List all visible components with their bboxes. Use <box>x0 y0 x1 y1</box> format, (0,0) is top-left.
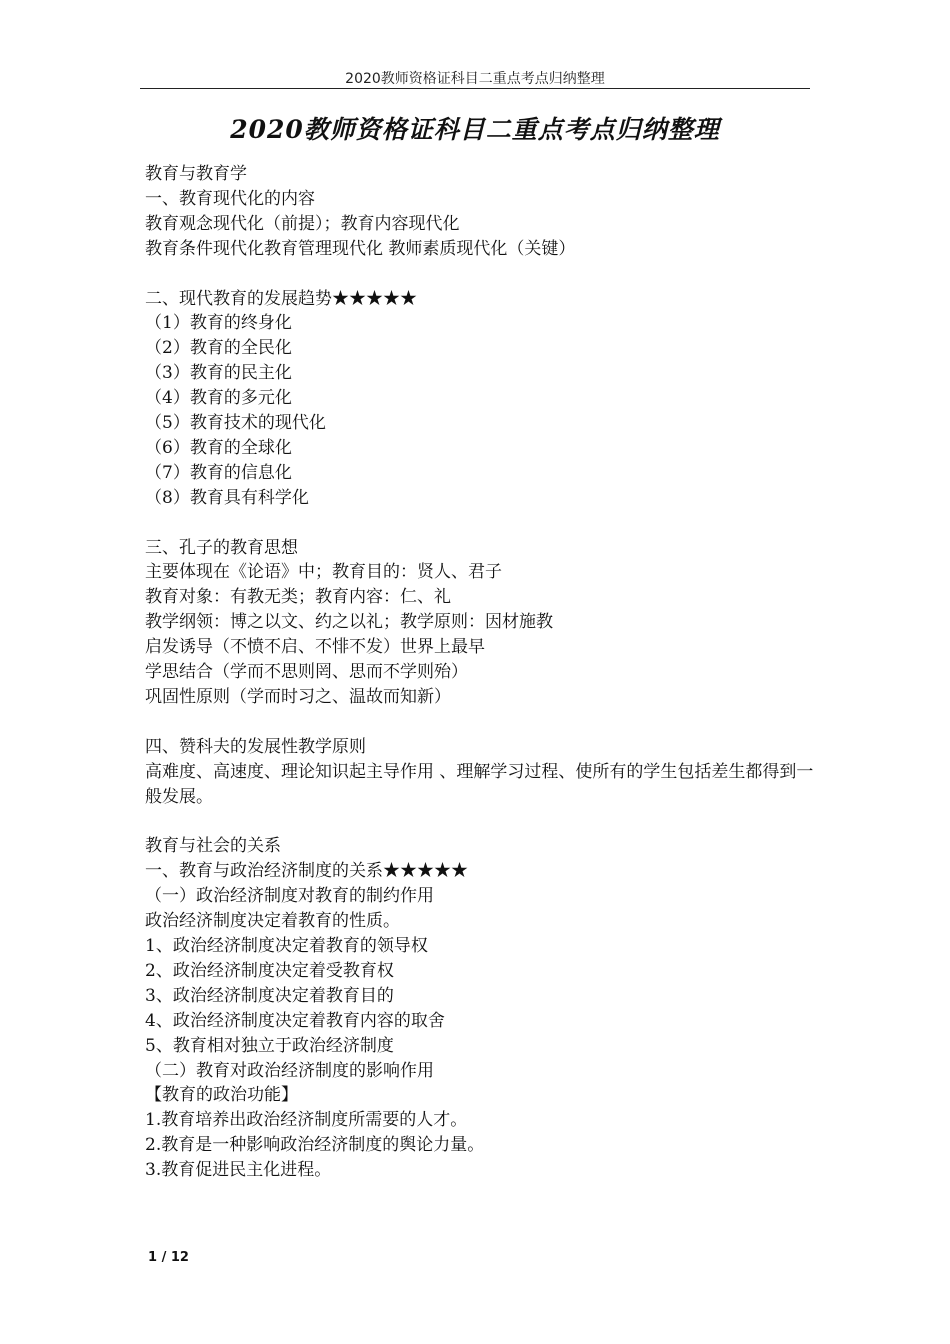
text-line: 教育观念现代化（前提）；教育内容现代化 <box>145 213 460 234</box>
blank-line <box>145 511 815 536</box>
list-item: 1、政治经济制度决定着教育的领导权 <box>145 936 428 957</box>
blank-line <box>145 262 815 287</box>
subsection-heading: 三、孔子的教育思想 <box>145 537 298 558</box>
bracket-heading: 【教育的政治功能】 <box>145 1085 298 1106</box>
list-item: 4、政治经济制度决定着教育内容的取舍 <box>145 1010 445 1031</box>
part-heading: （一）政治经济制度对教育的制约作用 <box>145 886 434 907</box>
list-item: 2.教育是一种影响政治经济制度的舆论力量。 <box>145 1135 485 1156</box>
list-item: （8）教育具有科学化 <box>145 487 309 508</box>
subsection-heading: 一、教育现代化的内容 <box>145 188 315 209</box>
list-item: 3.教育促进民主化进程。 <box>145 1160 332 1181</box>
section-heading: 教育与社会的关系 <box>145 836 281 857</box>
list-item: （2）教育的全民化 <box>145 338 292 359</box>
paragraph: 高难度、高速度、理论知识起主导作用 、理解学习过程、使所有的学生包括差生都得到一般发展。 <box>145 761 814 807</box>
list-item: 5、教育相对独立于政治经济制度 <box>145 1035 394 1056</box>
list-item: （6）教育的全球化 <box>145 437 292 458</box>
part-heading: （二）教育对政治经济制度的影响作用 <box>145 1060 434 1081</box>
subsection-heading: 二、现代教育的发展趋势★★★★★ <box>145 288 417 309</box>
text-line: 教育对象：有教无类；教育内容：仁、礼 <box>145 587 451 608</box>
list-item: 1.教育培养出政治经济制度所需要的人才。 <box>145 1110 468 1131</box>
blank-line <box>145 810 815 835</box>
list-item: （5）教育技术的现代化 <box>145 413 326 434</box>
text-line: 启发诱导（不愤不启、不悱不发）世界上最早 <box>145 637 485 658</box>
subsection-heading: 四、赞科夫的发展性教学原则 <box>145 736 366 757</box>
text-line: 主要体现在《论语》中；教育目的：贤人、君子 <box>145 562 502 583</box>
text-line: 巩固性原则（学而时习之、温故而知新） <box>145 687 451 707</box>
document-title: 2020教师资格证科目二重点考点归纳整理 <box>230 115 720 144</box>
page-number: 1 / 12 <box>148 1250 189 1265</box>
text-line: 教学纲领：博之以文、约之以礼；教学原则：因材施教 <box>145 612 553 633</box>
running-header: 2020教师资格证科目二重点考点归纳整理 <box>345 71 605 87</box>
section-heading: 教育与教育学 <box>145 164 247 184</box>
list-item: （7）教育的信息化 <box>145 462 292 483</box>
text-line: 政治经济制度决定着教育的性质。 <box>145 911 400 932</box>
list-item: （4）教育的多元化 <box>145 388 292 409</box>
subsection-heading: 一、教育与政治经济制度的关系★★★★★ <box>145 861 468 882</box>
text-line: 学思结合（学而不思则罔、思而不学则殆） <box>145 662 468 683</box>
blank-line <box>145 710 815 735</box>
text-line: 教育条件现代化教育管理现代化 教师素质现代化（关键） <box>145 238 576 259</box>
header-divider <box>140 88 810 89</box>
list-item: （1）教育的终身化 <box>145 313 292 334</box>
document-body <box>145 162 815 1183</box>
list-item: （3）教育的民主化 <box>145 363 292 384</box>
list-item: 2、政治经济制度决定着受教育权 <box>145 960 394 981</box>
list-item: 3、政治经济制度决定着教育目的 <box>145 985 394 1006</box>
